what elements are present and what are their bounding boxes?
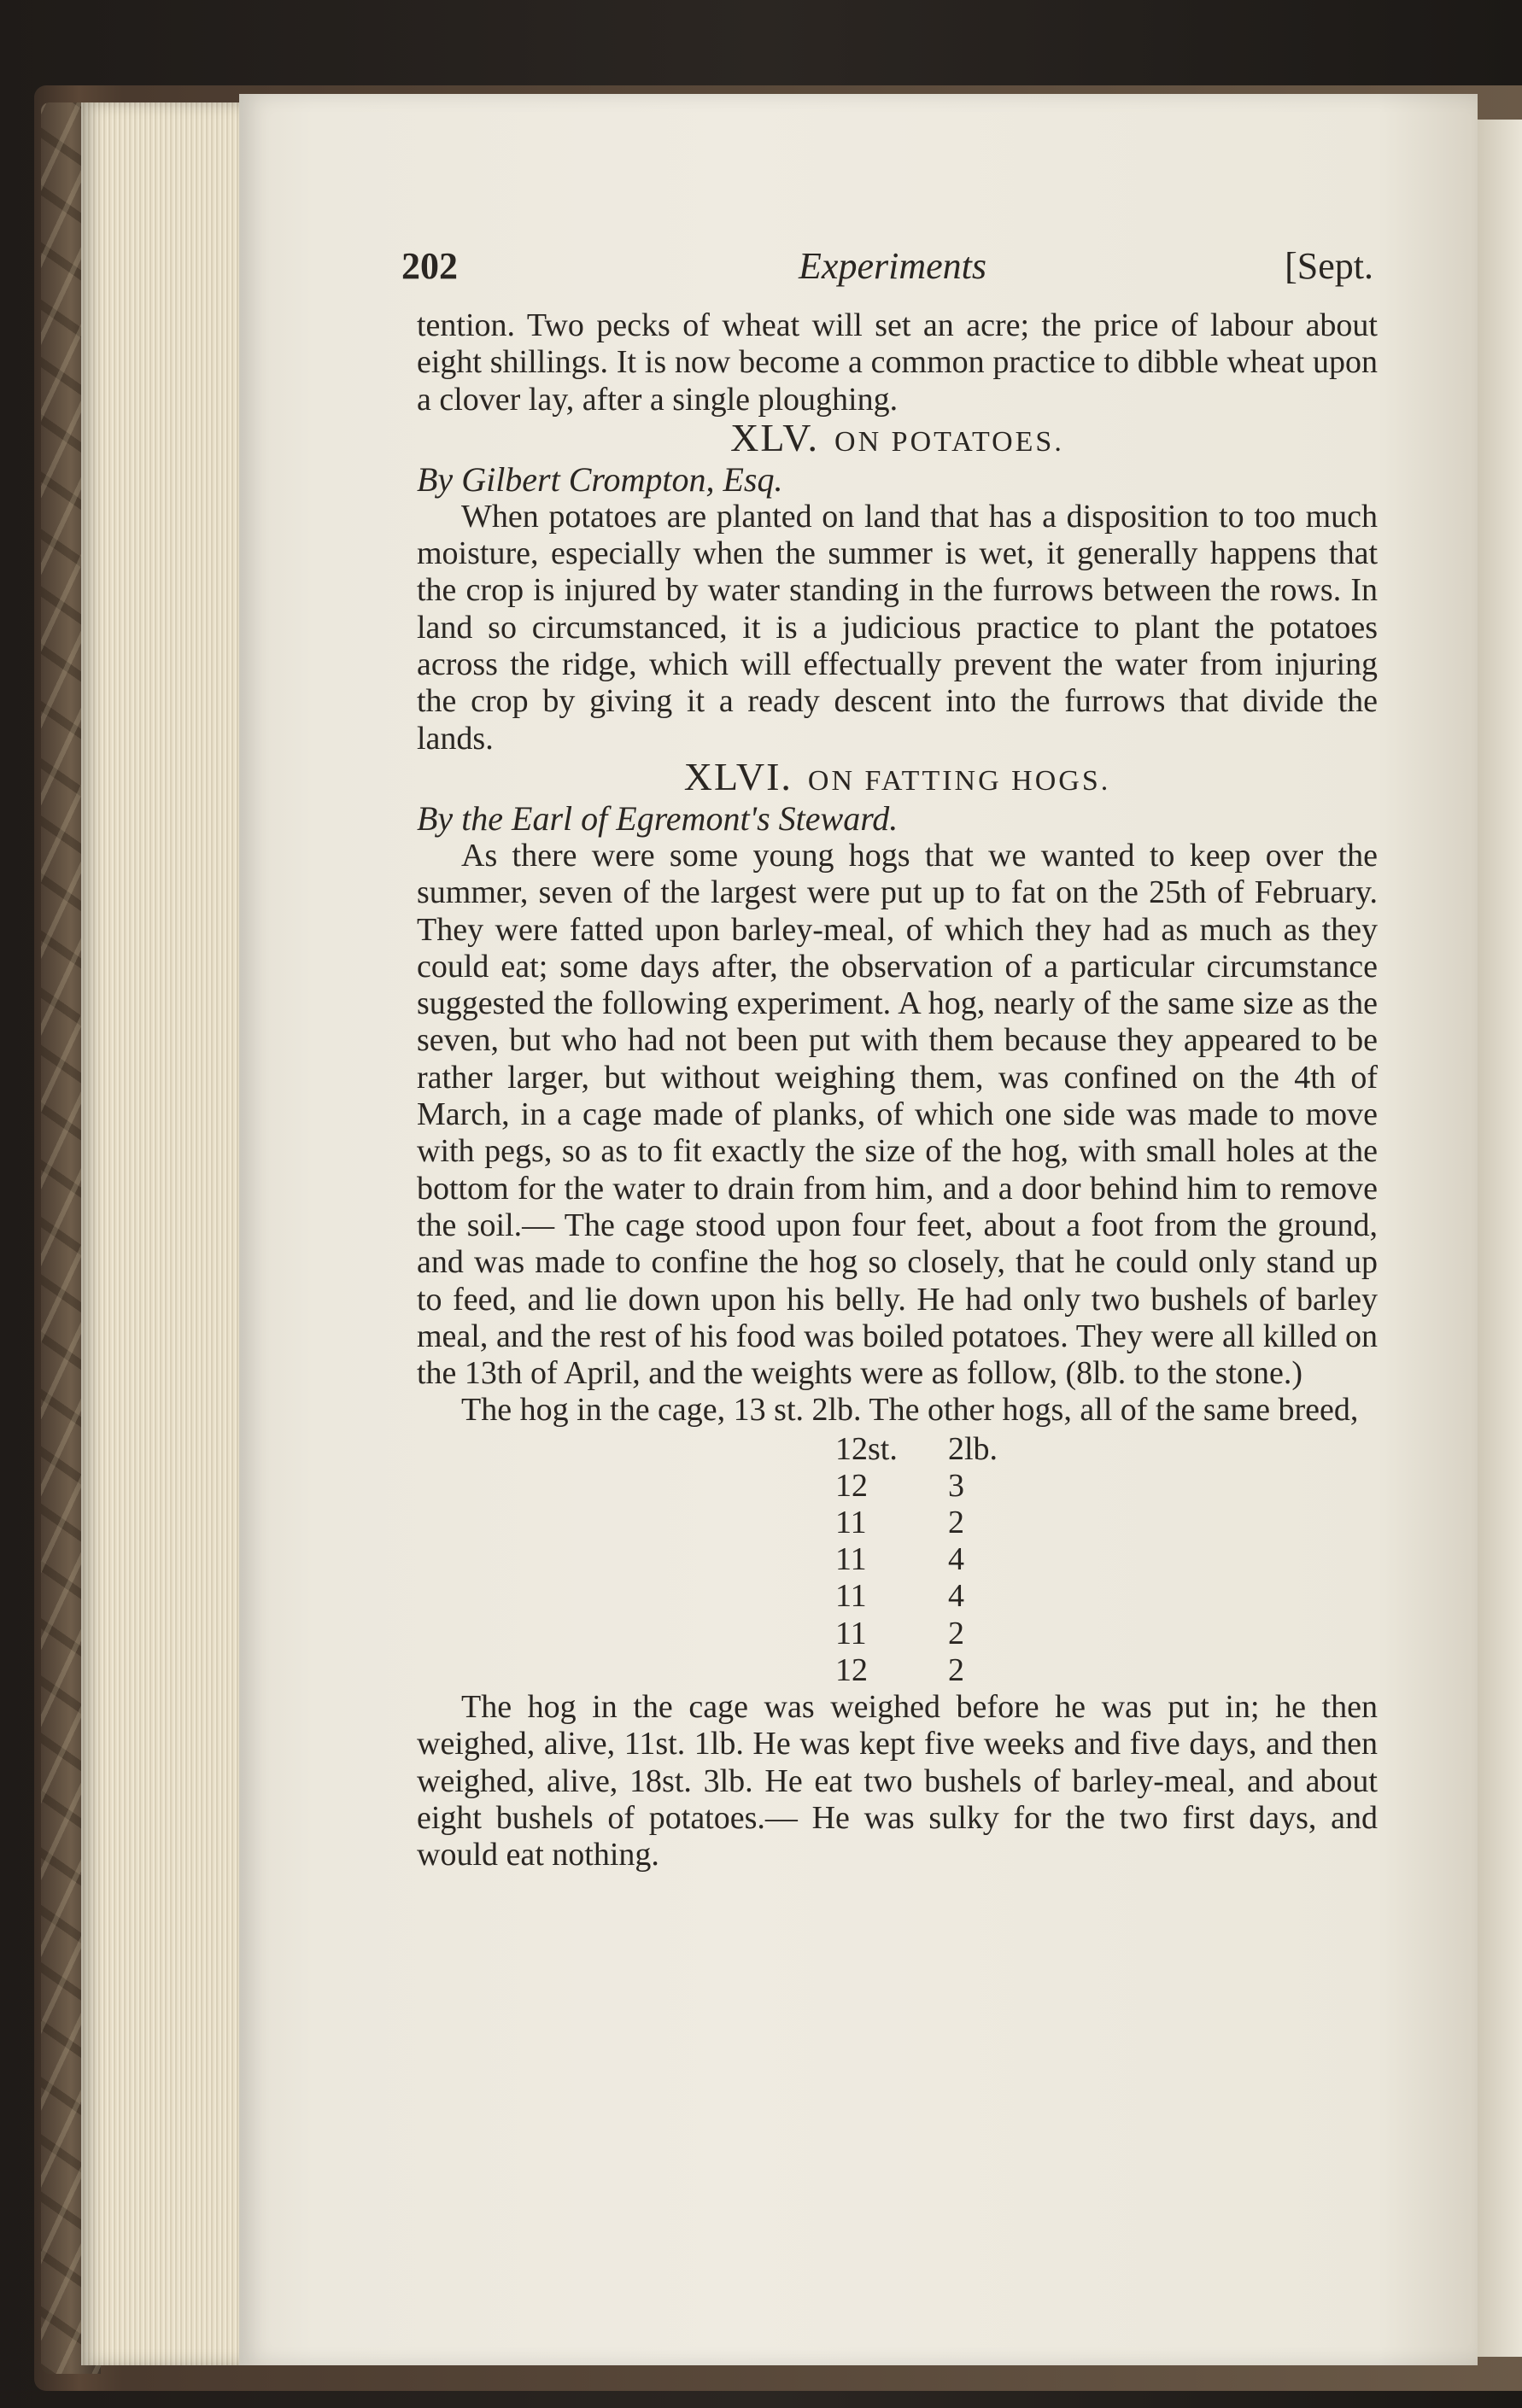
weight-stone: 11 [835,1615,867,1651]
weights-row [417,1578,1378,1615]
weight-stone: 11 [835,1578,867,1615]
weight-stone: 12 [835,1651,868,1688]
weights-row [417,1431,1378,1468]
page-header [401,241,1384,292]
weights-table [417,1431,1378,1689]
facing-page-edge [1478,120,1522,2357]
weight-pounds: 2 [948,1651,964,1688]
section-number: XLVI. [683,754,793,798]
weights-row [417,1616,1378,1652]
cage-line: The hog in the cage, 13 st. 2lb. The other hogs, all of the same breed, [461,1392,1359,1429]
weight-stone: 11 [835,1541,867,1578]
running-title: Experiments [799,245,986,287]
weights-row [417,1505,1378,1541]
weight-pounds: 4 [948,1541,964,1578]
weight-pounds: 2 [948,1505,964,1541]
opening-paragraph: tention. Two pecks of wheat will set an acre; the price of labour about eight shillings. It is now become a common practice to dibble wheat upon a clover lay, after a single ploughing. [417,307,1378,418]
weights-row [417,1468,1378,1505]
section-number: XLV. [730,415,820,459]
weight-stone: 12st. [835,1430,898,1467]
section-heading-xlvi [417,754,1378,800]
weight-stone: 12 [835,1467,868,1504]
section-byline: By the Earl of Egremont's Steward. [417,798,899,838]
section-byline: By Gilbert Crompton, Esq. [417,459,783,499]
weights-row [417,1541,1378,1578]
closing-paragraph: The hog in the cage was weighed before he was put in; he then weighed, alive, 11st. 1lb. He was kept five weeks and five days, and then weighed, alive, 18st. 3lb. He eat two bushels of barley-meal, and about eight bushels of potatoes.— He was sulky for the two first days, and would eat nothing. [417,1689,1378,1873]
section-heading-xlv [417,415,1378,461]
weight-stone: 11 [835,1505,867,1541]
weight-pounds: 2 [948,1615,964,1651]
section-paragraph: When potatoes are planted on land that has a disposition to too much moisture, especially when the summer is wet, it generally happens that the crop is injured by water standing in the furrows between the rows. In land so circumstanced, it is a judicious practice to plant the potatoes across the ridge, which will effectually prevent the water from injuring the crop by giving it a ready descent into the furrows that divide the lands. [417,498,1378,757]
section-title: ON FATTING HOGS. [807,764,1111,797]
weight-pounds: 4 [948,1578,964,1615]
running-month: [Sept. [1285,245,1373,287]
weight-pounds: 3 [948,1467,964,1504]
page-edges [81,102,243,2365]
weights-row [417,1652,1378,1689]
page-body [417,307,1378,1874]
section-paragraph: As there were some young hogs that we wanted to keep over the summer, seven of the largest were put up to fat on the 25th of February. They were fatted upon barley-meal, of which they had as much as they could eat; some days after, the observation of a particular circumstance suggested the following experiment. A hog, nearly of the same size as the seven, but who had not been put with them because they appeared to be rather larger, but without weighing them, was confined on the 4th of March, in a cage made of planks, of which one side was made to move with pegs, so as to fit exactly the size of the hog, with small holes at the bottom for the water to drain from him, and a door behind him to remove the soil.— The cage stood upon four feet, about a foot from the ground, and was made to confine the hog so closely, that he could only stand up to feed, and lie down upon his belly. He had only two bushels of barley meal, and the rest of his food was boiled potatoes. They were all killed on the 13th of April, and the weights were as follow, (8lb. to the stone.) [417,837,1378,1392]
page-number: 202 [401,245,458,287]
weight-pounds: 2lb. [948,1430,998,1467]
section-title: ON POTATOES. [834,425,1064,458]
